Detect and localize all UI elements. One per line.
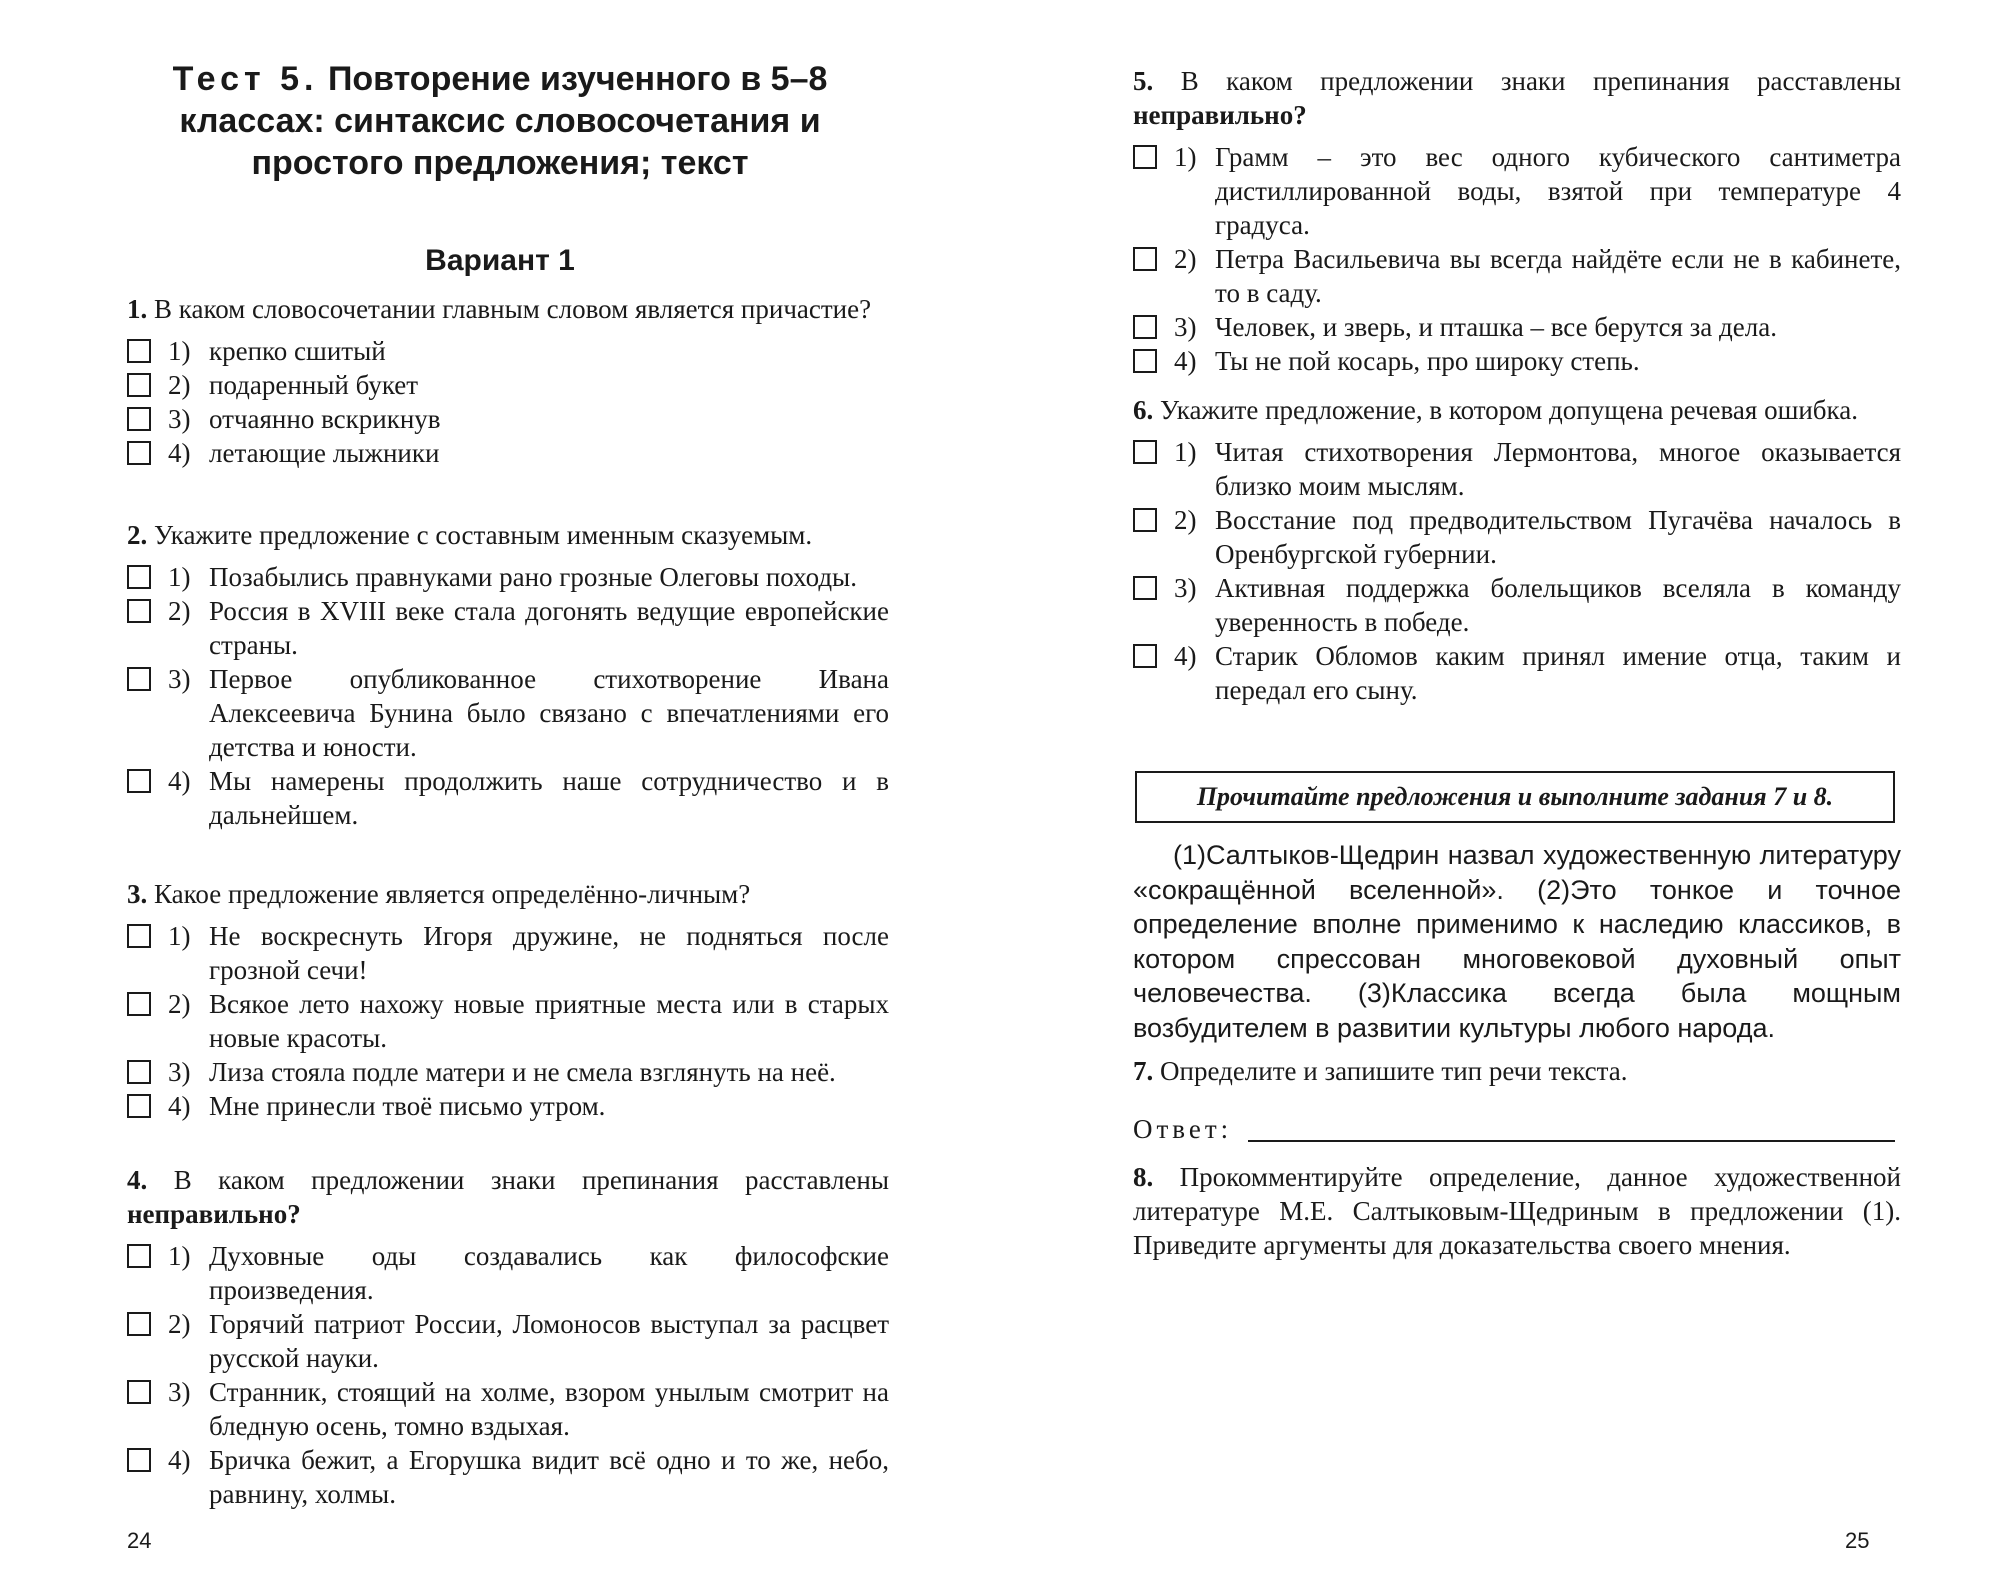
option-text: отчаянно вскрикнув <box>209 404 441 434</box>
answer-option <box>1133 435 1901 503</box>
answer-checkbox[interactable] <box>1133 440 1157 464</box>
option-text: Восстание под предводительством Пугачёва началось в Оренбургской губернии. <box>1215 505 1901 569</box>
question-number: 5. <box>1133 66 1154 96</box>
option-text: Петра Васильевича вы всегда найдёте если не в кабинете, то в саду. <box>1215 244 1901 308</box>
answer-option <box>127 368 889 402</box>
option-number: 4) <box>168 438 191 468</box>
option-text: Первое опубликованное стихотворение Ивана Алексеевича Бунина было связано с впечатлениями его детства и юности. <box>209 664 889 762</box>
option-text: Грамм – это вес одного кубического сантиметра дистиллированной воды, взятой при температуре 4 градуса. <box>1215 142 1901 240</box>
question-text: В каком предложении знаки препинания расставлены <box>173 1165 889 1195</box>
page-number: 24 <box>127 1528 152 1553</box>
option-text: летающие лыжники <box>209 438 440 468</box>
answer-checkbox[interactable] <box>1133 247 1157 271</box>
answer-option <box>127 1307 889 1375</box>
answer-checkbox[interactable] <box>1133 508 1157 532</box>
reading-passage: (1)Салтыков-Щедрин назвал художественную литературу «сокращённой вселенной». (2)Это тонкое и точное определение вполне применимо к наследию классиков, в котором спрессован многовековой духовный опыт человечества. (3)Классика всегда была мощным возбудителем в развитии культуры любого народа. <box>1133 840 1901 1043</box>
answer-option <box>127 334 889 368</box>
answer-line[interactable] <box>1248 1140 1895 1142</box>
answer-checkbox[interactable] <box>127 565 151 589</box>
answer-checkbox[interactable] <box>127 407 151 431</box>
option-number: 2) <box>168 596 191 626</box>
option-number: 3) <box>168 404 191 434</box>
option-number: 1) <box>168 921 191 951</box>
answer-option <box>1133 571 1901 639</box>
answer-checkbox[interactable] <box>127 667 151 691</box>
option-text: Ты не пой косарь, про широку степь. <box>1215 346 1640 376</box>
answer-checkbox[interactable] <box>127 1312 151 1336</box>
answer-checkbox[interactable] <box>127 924 151 948</box>
option-text: Лиза стояла подле матери и не смела взглянуть на неё. <box>209 1057 836 1087</box>
question-7 <box>1133 1054 1901 1096</box>
option-text: Всякое лето нахожу новые приятные места или в старых новые красоты. <box>209 989 889 1053</box>
question-number: 3. <box>127 879 148 909</box>
question-6 <box>1133 393 1901 707</box>
right-page <box>1000 0 2000 1591</box>
option-number: 4) <box>168 766 191 796</box>
answer-option <box>127 1443 889 1511</box>
answer-option <box>127 594 889 662</box>
answer-option <box>1133 242 1901 310</box>
answer-option <box>1133 310 1901 344</box>
option-number: 2) <box>168 989 191 1019</box>
answer-checkbox[interactable] <box>127 1244 151 1268</box>
question-text: В каком предложении знаки препинания расставлены <box>1180 66 1901 96</box>
option-number: 2) <box>168 370 191 400</box>
question-emphasis: неправильно? <box>1133 100 1307 130</box>
question-3 <box>127 877 889 1123</box>
answer-row <box>1133 1112 1895 1148</box>
answer-checkbox[interactable] <box>127 1380 151 1404</box>
option-number: 3) <box>1174 312 1197 342</box>
option-number: 3) <box>1174 573 1197 603</box>
answer-option <box>1133 344 1901 378</box>
answer-option <box>1133 639 1901 707</box>
option-text: Не воскреснуть Игоря дружине, не подняться после грозной сечи! <box>209 921 889 985</box>
question-8 <box>1133 1160 1901 1270</box>
answer-option <box>127 1055 889 1089</box>
question-number: 7. <box>1133 1056 1154 1086</box>
option-number: 1) <box>1174 437 1197 467</box>
option-text: Странник, стоящий на холме, взором унылым смотрит на бледную осень, томно вздыхая. <box>209 1377 889 1441</box>
answer-option <box>127 560 889 594</box>
instruction-box: Прочитайте предложения и выполните задания 7 и 8. <box>1135 771 1895 823</box>
option-number: 4) <box>168 1445 191 1475</box>
question-number: 4. <box>127 1165 148 1195</box>
answer-checkbox[interactable] <box>1133 576 1157 600</box>
answer-option <box>127 1239 889 1307</box>
option-text: подаренный букет <box>209 370 419 400</box>
option-text: Человек, и зверь, и пташка – все берутся за дела. <box>1215 312 1777 342</box>
option-text: Бричка бежит, а Егорушка видит всё одно и то же, небо, равнину, холмы. <box>209 1445 889 1509</box>
answer-option <box>1133 503 1901 571</box>
question-text: Укажите предложение, в котором допущена речевая ошибка. <box>1160 395 1858 425</box>
answer-checkbox[interactable] <box>1133 644 1157 668</box>
option-text: крепко сшитый <box>209 336 386 366</box>
answer-option <box>127 764 889 832</box>
title-rest: Повторение изученного в 5–8 классах: синтаксис словосочетания и простого предложения; текст <box>179 60 828 182</box>
option-number: 1) <box>168 562 191 592</box>
answer-label: Ответ: <box>1133 1114 1233 1144</box>
answer-checkbox[interactable] <box>127 599 151 623</box>
question-number: 2. <box>127 520 148 550</box>
answer-checkbox[interactable] <box>127 1448 151 1472</box>
answer-checkbox[interactable] <box>127 992 151 1016</box>
page-number: 25 <box>1845 1528 1870 1553</box>
answer-option <box>127 662 889 764</box>
option-text: Старик Обломов каким принял имение отца, таким и передал его сыну. <box>1215 641 1901 705</box>
option-number: 3) <box>168 664 191 694</box>
question-1 <box>127 292 889 470</box>
option-number: 1) <box>168 1241 191 1271</box>
answer-checkbox[interactable] <box>127 1094 151 1118</box>
option-text: Горячий патриот России, Ломоносов выступал за расцвет русской науки. <box>209 1309 889 1373</box>
option-number: 4) <box>168 1091 191 1121</box>
option-number: 2) <box>1174 244 1197 274</box>
answer-option <box>1133 140 1901 242</box>
question-emphasis: неправильно? <box>127 1199 301 1229</box>
option-number: 1) <box>168 336 191 366</box>
question-number: 1. <box>127 294 148 324</box>
option-number: 4) <box>1174 346 1197 376</box>
answer-checkbox[interactable] <box>127 769 151 793</box>
answer-option <box>127 987 889 1055</box>
option-text: Духовные оды создавались как философские произведения. <box>209 1241 889 1305</box>
answer-checkbox[interactable] <box>127 1060 151 1084</box>
answer-option <box>127 1375 889 1443</box>
option-text: Читая стихотворения Лермонтова, многое оказывается близко моим мыслям. <box>1215 437 1901 501</box>
question-5 <box>1133 64 1901 378</box>
answer-checkbox[interactable] <box>1133 349 1157 373</box>
answer-checkbox[interactable] <box>1133 145 1157 169</box>
question-text: Какое предложение является определённо-личным? <box>154 879 751 909</box>
answer-checkbox[interactable] <box>1133 315 1157 339</box>
answer-checkbox[interactable] <box>127 339 151 363</box>
answer-option <box>127 402 889 436</box>
answer-checkbox[interactable] <box>127 441 151 465</box>
question-text: Определите и запишите тип речи текста. <box>1160 1056 1628 1086</box>
option-number: 4) <box>1174 641 1197 671</box>
question-number: 6. <box>1133 395 1154 425</box>
option-number: 2) <box>168 1309 191 1339</box>
answer-option <box>127 436 889 470</box>
option-text: Мы намерены продолжить наше сотрудничество и в дальнейшем. <box>209 766 889 830</box>
question-text: Прокомментируйте определение, данное художественной литературе М.Е. Салтыковым-Щедриным в предложении (1). Приведите аргументы для доказательства своего мнения. <box>1133 1162 1902 1260</box>
option-number: 3) <box>168 1377 191 1407</box>
option-number: 3) <box>168 1057 191 1087</box>
answer-checkbox[interactable] <box>127 373 151 397</box>
option-text: Активная поддержка болельщиков вселяла в команду уверенность в победе. <box>1215 573 1901 637</box>
title-lead: Тест 5. <box>172 60 319 98</box>
answer-option <box>127 1089 889 1123</box>
variant-heading: Вариант 1 <box>425 244 575 277</box>
option-number: 2) <box>1174 505 1197 535</box>
question-number: 8. <box>1133 1162 1154 1192</box>
option-text: Россия в XVIII веке стала догонять ведущие европейские страны. <box>209 596 889 660</box>
option-text: Позабылись правнуками рано грозные Олеговы походы. <box>209 562 857 592</box>
option-number: 1) <box>1174 142 1197 172</box>
question-text: Укажите предложение с составным именным сказуемым. <box>154 520 813 550</box>
question-4 <box>127 1163 889 1511</box>
option-text: Мне принесли твоё письмо утром. <box>209 1091 606 1121</box>
question-2 <box>127 518 889 832</box>
question-text: В каком словосочетании главным словом является причастие? <box>154 294 872 324</box>
page-title <box>150 58 850 184</box>
answer-option <box>127 919 889 987</box>
